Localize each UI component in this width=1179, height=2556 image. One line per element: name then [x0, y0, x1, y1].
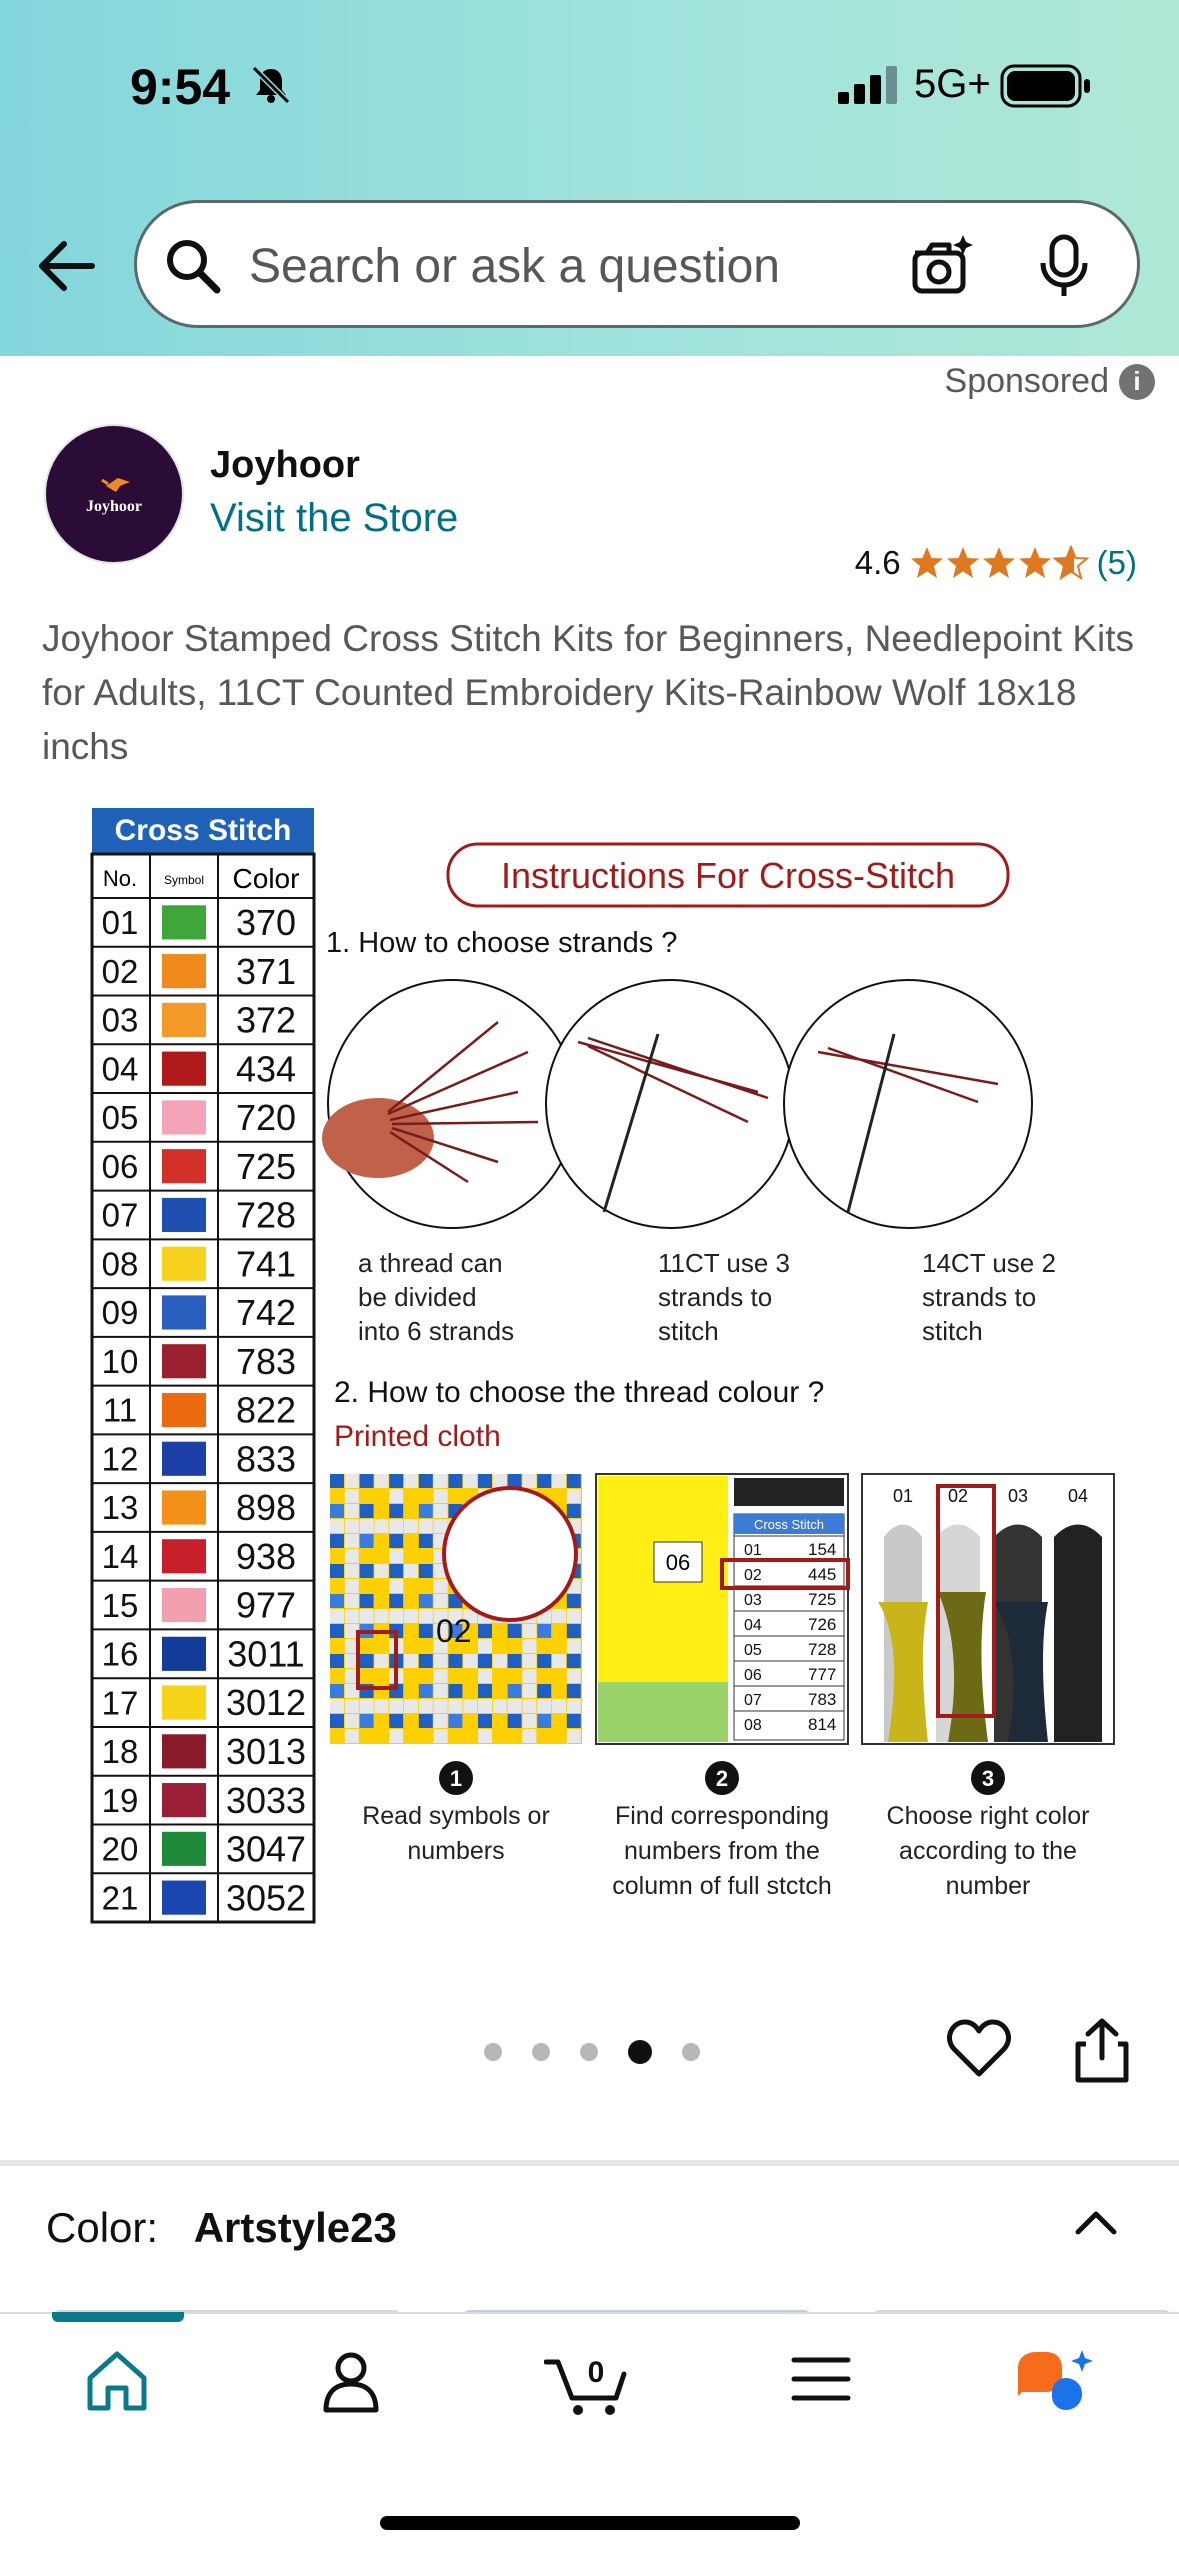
carousel-dot[interactable]	[532, 2043, 550, 2061]
cellular-signal-icon	[838, 66, 904, 106]
mini-row-no: 01	[744, 1542, 762, 1559]
carousel-dot[interactable]	[580, 2043, 598, 2061]
color-symbol	[162, 1442, 206, 1476]
heart-icon[interactable]	[946, 2018, 1012, 2080]
mini-row-color: 445	[808, 1565, 837, 1584]
rating[interactable]	[855, 544, 1137, 582]
svg-text:0: 0	[587, 2356, 605, 2389]
account-icon[interactable]	[318, 2348, 384, 2414]
step-caption-line: Read symbols or	[362, 1802, 550, 1830]
color-symbol	[162, 1393, 206, 1427]
strand-caption-line: stitch	[922, 1316, 983, 1346]
table-row-no: 13	[101, 1489, 139, 1527]
review-count[interactable]: (5)	[1096, 544, 1137, 581]
table-row-color: 725	[235, 1145, 297, 1187]
mini-row-no: 03	[744, 1592, 762, 1609]
thread-number: 02	[947, 1486, 969, 1506]
table-row-no: 09	[101, 1294, 139, 1332]
strand-caption-line: into 6 strands	[358, 1316, 515, 1346]
header	[0, 0, 1179, 356]
table-title: Cross Stitch	[114, 814, 292, 847]
step-number: 2	[715, 1766, 729, 1791]
strand-caption-line: a thread can	[358, 1248, 503, 1278]
table-row-color: 938	[235, 1535, 297, 1577]
strand-caption-line: 14CT use 2	[922, 1248, 1056, 1278]
strand-captions	[358, 1248, 1056, 1346]
color-symbol	[162, 1344, 206, 1378]
table-row-no: 16	[101, 1635, 139, 1673]
table-row-no: 08	[101, 1245, 139, 1283]
panel-chart	[596, 1474, 848, 1744]
star-rating-icon	[909, 545, 1089, 581]
strand-caption-line: 11CT use 3	[658, 1248, 791, 1278]
instructions-title: Instructions For Cross-Stitch	[500, 855, 956, 896]
table-row-color: 370	[235, 902, 297, 944]
battery-icon	[1000, 64, 1092, 108]
mini-row-color: 783	[808, 1690, 837, 1709]
table-row-no: 19	[101, 1781, 139, 1819]
color-symbol	[162, 1247, 206, 1281]
mini-row-color: 814	[808, 1715, 837, 1734]
carousel-dot[interactable]	[484, 2043, 502, 2061]
table-row-color: 720	[235, 1097, 297, 1139]
table-row-no: 18	[101, 1733, 139, 1771]
color-symbol	[162, 1198, 206, 1232]
table-row-no: 12	[101, 1440, 139, 1478]
table-header-color: Color	[232, 863, 300, 894]
color-symbol	[162, 1003, 206, 1037]
color-symbol	[162, 905, 206, 939]
carousel-dots[interactable]	[484, 2040, 700, 2064]
search-icon	[163, 236, 223, 296]
step-caption-line: numbers from the	[624, 1837, 820, 1865]
table-row-no: 21	[101, 1879, 139, 1917]
table-row-color: 434	[235, 1048, 297, 1090]
thread-number: 01	[892, 1486, 914, 1506]
product-image-art	[58, 802, 1128, 1927]
table-row-no: 04	[101, 1050, 139, 1088]
table-row-no: 03	[101, 1001, 139, 1039]
table-header-no: No.	[102, 866, 138, 891]
color-symbol	[162, 1832, 206, 1866]
mini-row-no: 04	[744, 1617, 762, 1634]
microphone-icon[interactable]	[1037, 233, 1091, 299]
thread-number: 04	[1067, 1486, 1089, 1506]
color-symbol	[162, 1490, 206, 1524]
table-row-color: 728	[235, 1194, 297, 1236]
table-row-no: 05	[101, 1099, 139, 1137]
step-number: 3	[981, 1766, 995, 1791]
menu-icon[interactable]	[790, 2348, 852, 2410]
active-tab-indicator	[52, 2312, 184, 2322]
rating-value: 4.6	[854, 544, 901, 581]
thread-number: 03	[1007, 1486, 1029, 1506]
color-symbol	[162, 1734, 206, 1768]
mini-row-color: 777	[808, 1665, 837, 1684]
carousel-dot[interactable]	[628, 2040, 652, 2064]
logo-text: Joyhoor	[86, 498, 142, 515]
search-bar[interactable]	[134, 200, 1140, 328]
table-row-no: 02	[101, 952, 139, 990]
table-row-color: 372	[235, 999, 297, 1041]
color-label: Color:	[46, 2204, 159, 2251]
table-row-color: 833	[235, 1438, 297, 1480]
table-row-color: 3052	[225, 1877, 307, 1919]
table-row-color: 741	[235, 1243, 297, 1285]
step2-heading: 2. How to choose the thread colour ?	[334, 1376, 825, 1409]
table-row-no: 01	[101, 904, 139, 942]
step1-heading: 1. How to choose strands ?	[326, 927, 678, 959]
color-symbol	[162, 1783, 206, 1817]
store-logo[interactable]	[44, 424, 184, 564]
home-indicator	[380, 2516, 800, 2530]
table-row-no: 14	[101, 1537, 139, 1575]
panel-threads	[862, 1474, 1114, 1744]
home-icon[interactable]	[84, 2348, 150, 2414]
color-symbol	[162, 1295, 206, 1329]
mini-row-color: 725	[808, 1590, 837, 1609]
visit-store-link[interactable]: Visit the Store	[210, 496, 459, 540]
table-row-color: 3033	[225, 1779, 307, 1821]
strand-caption-line: strands to	[658, 1282, 773, 1312]
mini-table-title: Cross Stitch	[753, 1517, 825, 1532]
color-symbol	[162, 1881, 206, 1915]
table-row-color: 822	[235, 1389, 297, 1431]
table-row-no: 10	[101, 1342, 139, 1380]
sponsored-label[interactable]: Sponsored i	[945, 362, 1155, 401]
mini-row-color: 728	[808, 1640, 837, 1659]
panel-label-06: 06	[665, 1550, 691, 1575]
product-title: Joyhoor Stamped Cross Stitch Kits for Beginners, Needlepoint Kits for Adults, 11CT Counted Embroidery Kits-Rainbow Wolf 18x18 inchs	[42, 618, 1135, 767]
color-symbol	[162, 1149, 206, 1183]
strand-caption-line: be divided	[358, 1282, 477, 1312]
table-row-no: 17	[101, 1684, 139, 1722]
table-row-color: 783	[235, 1340, 297, 1382]
color-symbol	[162, 1100, 206, 1134]
mini-row-no: 07	[744, 1692, 762, 1709]
table-row-no: 06	[101, 1147, 139, 1185]
table-row-no: 15	[101, 1586, 139, 1624]
table-row-color: 3013	[225, 1731, 307, 1773]
product-image[interactable]	[58, 802, 1128, 1927]
printed-cloth-label: Printed cloth	[334, 1420, 501, 1453]
table-row-color: 3047	[225, 1828, 307, 1870]
mini-row-color: 726	[808, 1615, 837, 1634]
step-caption-line: number	[945, 1872, 1031, 1900]
bird-logo-icon	[46, 426, 184, 564]
rufus-assistant-icon[interactable]	[1012, 2348, 1098, 2420]
color-value: Artstyle23	[193, 2204, 397, 2251]
table-header-symbol: Symbol	[163, 873, 205, 887]
mini-row-no: 05	[744, 1642, 762, 1659]
carousel-dot[interactable]	[682, 2043, 700, 2061]
table-rows	[92, 902, 314, 1918]
search-input[interactable]: Search or ask a question	[249, 240, 780, 293]
table-row-color: 742	[235, 1292, 297, 1334]
table-row-no: 20	[101, 1830, 139, 1868]
panel-printed-cloth	[330, 1474, 582, 1744]
mini-row-color: 154	[808, 1540, 837, 1559]
step-number: 1	[449, 1766, 463, 1791]
mini-row-no: 02	[744, 1567, 762, 1584]
color-symbol	[162, 954, 206, 988]
cart-icon[interactable]	[544, 2348, 632, 2420]
strand-illustrations	[322, 980, 1032, 1228]
step-caption-line: Choose right color	[886, 1802, 1090, 1830]
color-symbol	[162, 1588, 206, 1622]
network-type: 5G+	[914, 62, 991, 106]
color-selector[interactable]	[46, 2204, 397, 2252]
table-row-color: 371	[235, 950, 297, 992]
table-row-color: 3011	[227, 1633, 305, 1675]
chevron-up-icon[interactable]	[1070, 2204, 1122, 2240]
strand-caption-line: stitch	[658, 1316, 719, 1346]
table-row-no: 11	[102, 1391, 138, 1429]
table-row-color: 977	[235, 1584, 297, 1626]
color-symbol	[162, 1052, 206, 1086]
back-arrow-icon[interactable]	[34, 236, 98, 296]
section-divider	[0, 2160, 1179, 2166]
share-icon[interactable]	[1072, 2018, 1132, 2084]
step-caption-line: numbers	[407, 1837, 505, 1865]
table-row-no: 07	[101, 1196, 139, 1234]
table-row-color: 898	[235, 1487, 297, 1529]
status-time: 9:54	[130, 59, 231, 115]
step-caption-line: according to the	[899, 1837, 1077, 1865]
step-caption-line: column of full stctch	[612, 1872, 832, 1900]
color-symbol	[162, 1539, 206, 1573]
camera-lens-icon[interactable]	[909, 233, 975, 299]
store-name: Joyhoor	[210, 444, 360, 486]
bell-muted-icon	[250, 64, 292, 106]
panel-label-02: 02	[436, 1613, 472, 1649]
mini-row-no: 06	[744, 1667, 762, 1684]
mini-row-no: 08	[744, 1717, 762, 1734]
strand-caption-line: strands to	[922, 1282, 1037, 1312]
table-row-color: 3012	[225, 1682, 307, 1724]
color-symbol	[162, 1637, 206, 1671]
info-icon[interactable]: i	[1119, 364, 1155, 400]
color-symbol	[162, 1686, 206, 1720]
step-caption-line: Find corresponding	[614, 1802, 830, 1830]
